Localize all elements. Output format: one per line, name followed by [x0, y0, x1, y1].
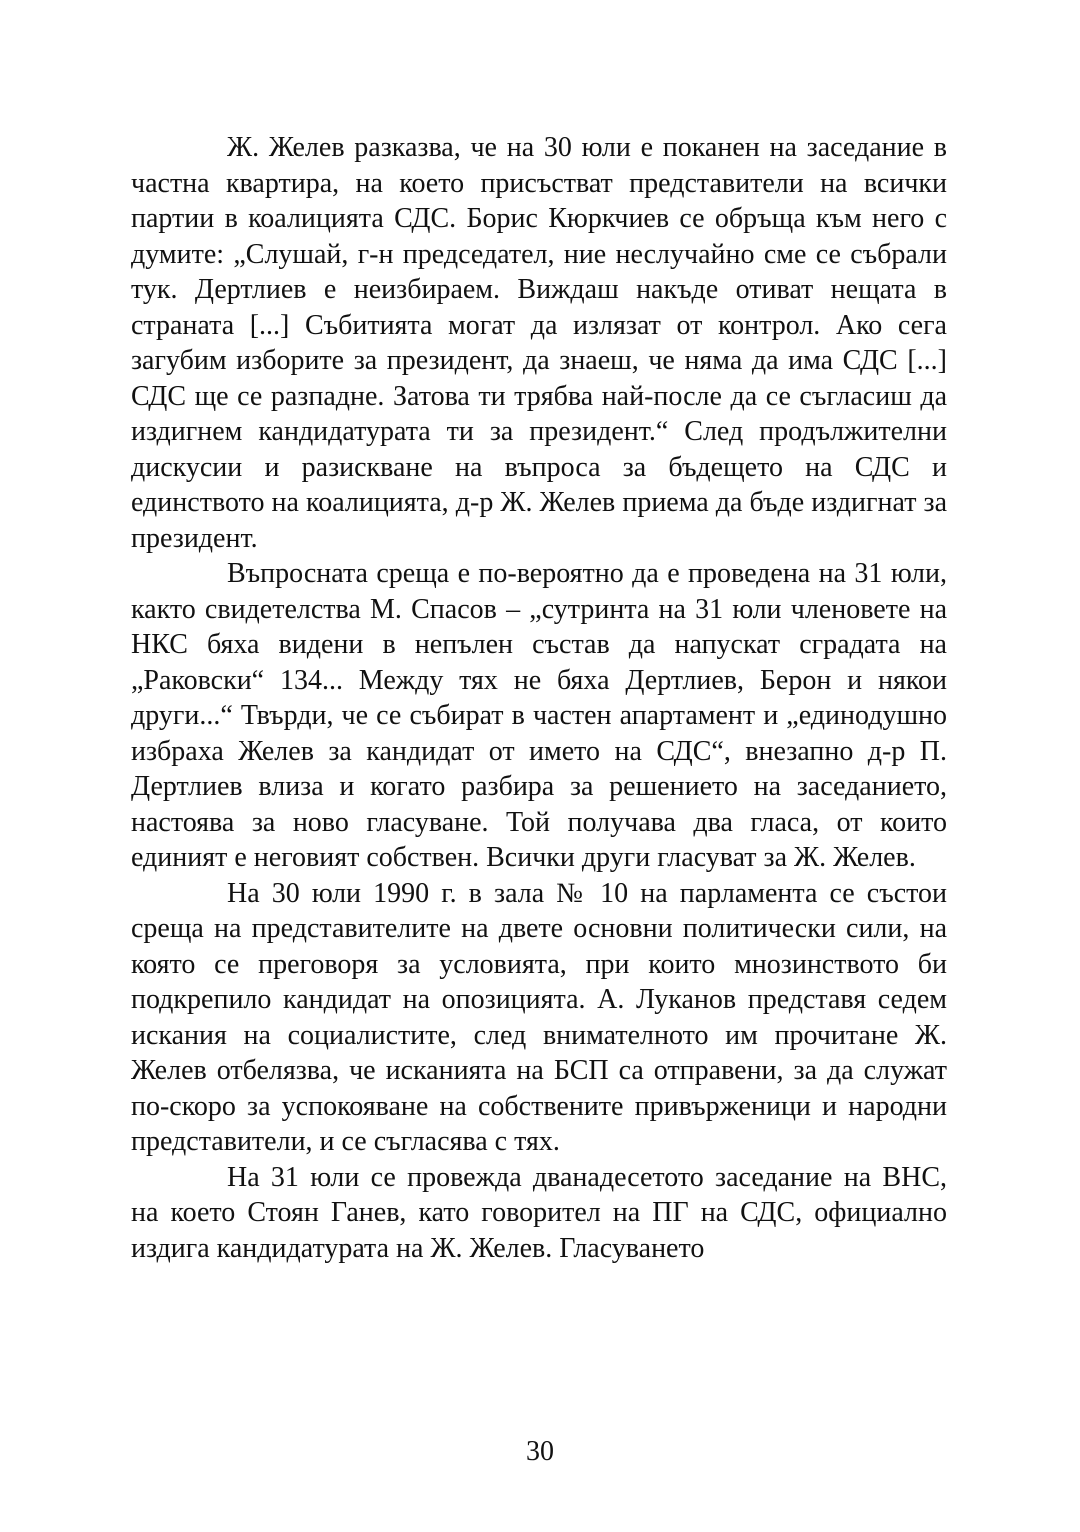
page-number: 30	[526, 1436, 554, 1467]
paragraph-4: На 31 юли се провежда дванадесетото заседание на ВНС, на което Стоян Ганев, като говорител на ПГ на СДС, официално издига кандидатурата на Ж. Желев. Гласуването	[131, 1161, 947, 1264]
paragraph-3: На 30 юли 1990 г. в зала № 10 на парламента се състои среща на представителите на двете основни политически сили, на която се преговоря за условията, при които мнозинството би подкрепило кандидат на опозицията. А. Луканов представя седем искания на социалистите, след внимателното им прочитане Ж. Желев отбелязва, че исканията на БСП са отправени, за да служат по-скоро за успокояване на собствените привърженици и народни представители, и се съгласява с тях.	[131, 877, 947, 1157]
paragraph-2: Въпросната среща е по-вероятно да е проведена на 31 юли, както свидетелства М. Спасов – „сутринта на 31 юли членовете на НКС бяха видени в непълен състав да напускат сградата на „Раковски“ 134... Между тях не бяха Дертлиев, Берон и някои други...“ Твърди, че се събират в частен апартамент и „единодушно избраха Желев за кандидат от името на СДС“, внезапно д-р П. Дертлиев влиза и когато разбира за решението на заседанието, настоява за ново гласуване. Той получава два гласа, от които единият е неговият собствен. Всички други гласуват за Ж. Желев.	[131, 558, 947, 873]
body-text	[131, 130, 947, 1266]
paragraph-1: Ж. Желев разказва, че на 30 юли е поканен на заседание в частна квартира, на което присъстват представители на всички партии в коалицията СДС. Борис Кюркчиев се обръща към него с думите: „Слушай, г-н председател, ние неслучайно сме се събрали тук. Дертлиев е неизбираем. Виждаш накъде отиват нещата в страната [...] Събитията могат да излязат от контрол. Ако сега загубим изборите за президент, да знаеш, че няма да има СДС [...] СДС ще се разпадне. Затова ти трябва най-после да се съгласиш да издигнем кандидатурата ти за президент.“ След продължителни дискусии и разискване на въпроса за бъдещето на СДС и единството на коалицията, д-р Ж. Желев приема да бъде издигнат за президент.	[131, 132, 947, 554]
